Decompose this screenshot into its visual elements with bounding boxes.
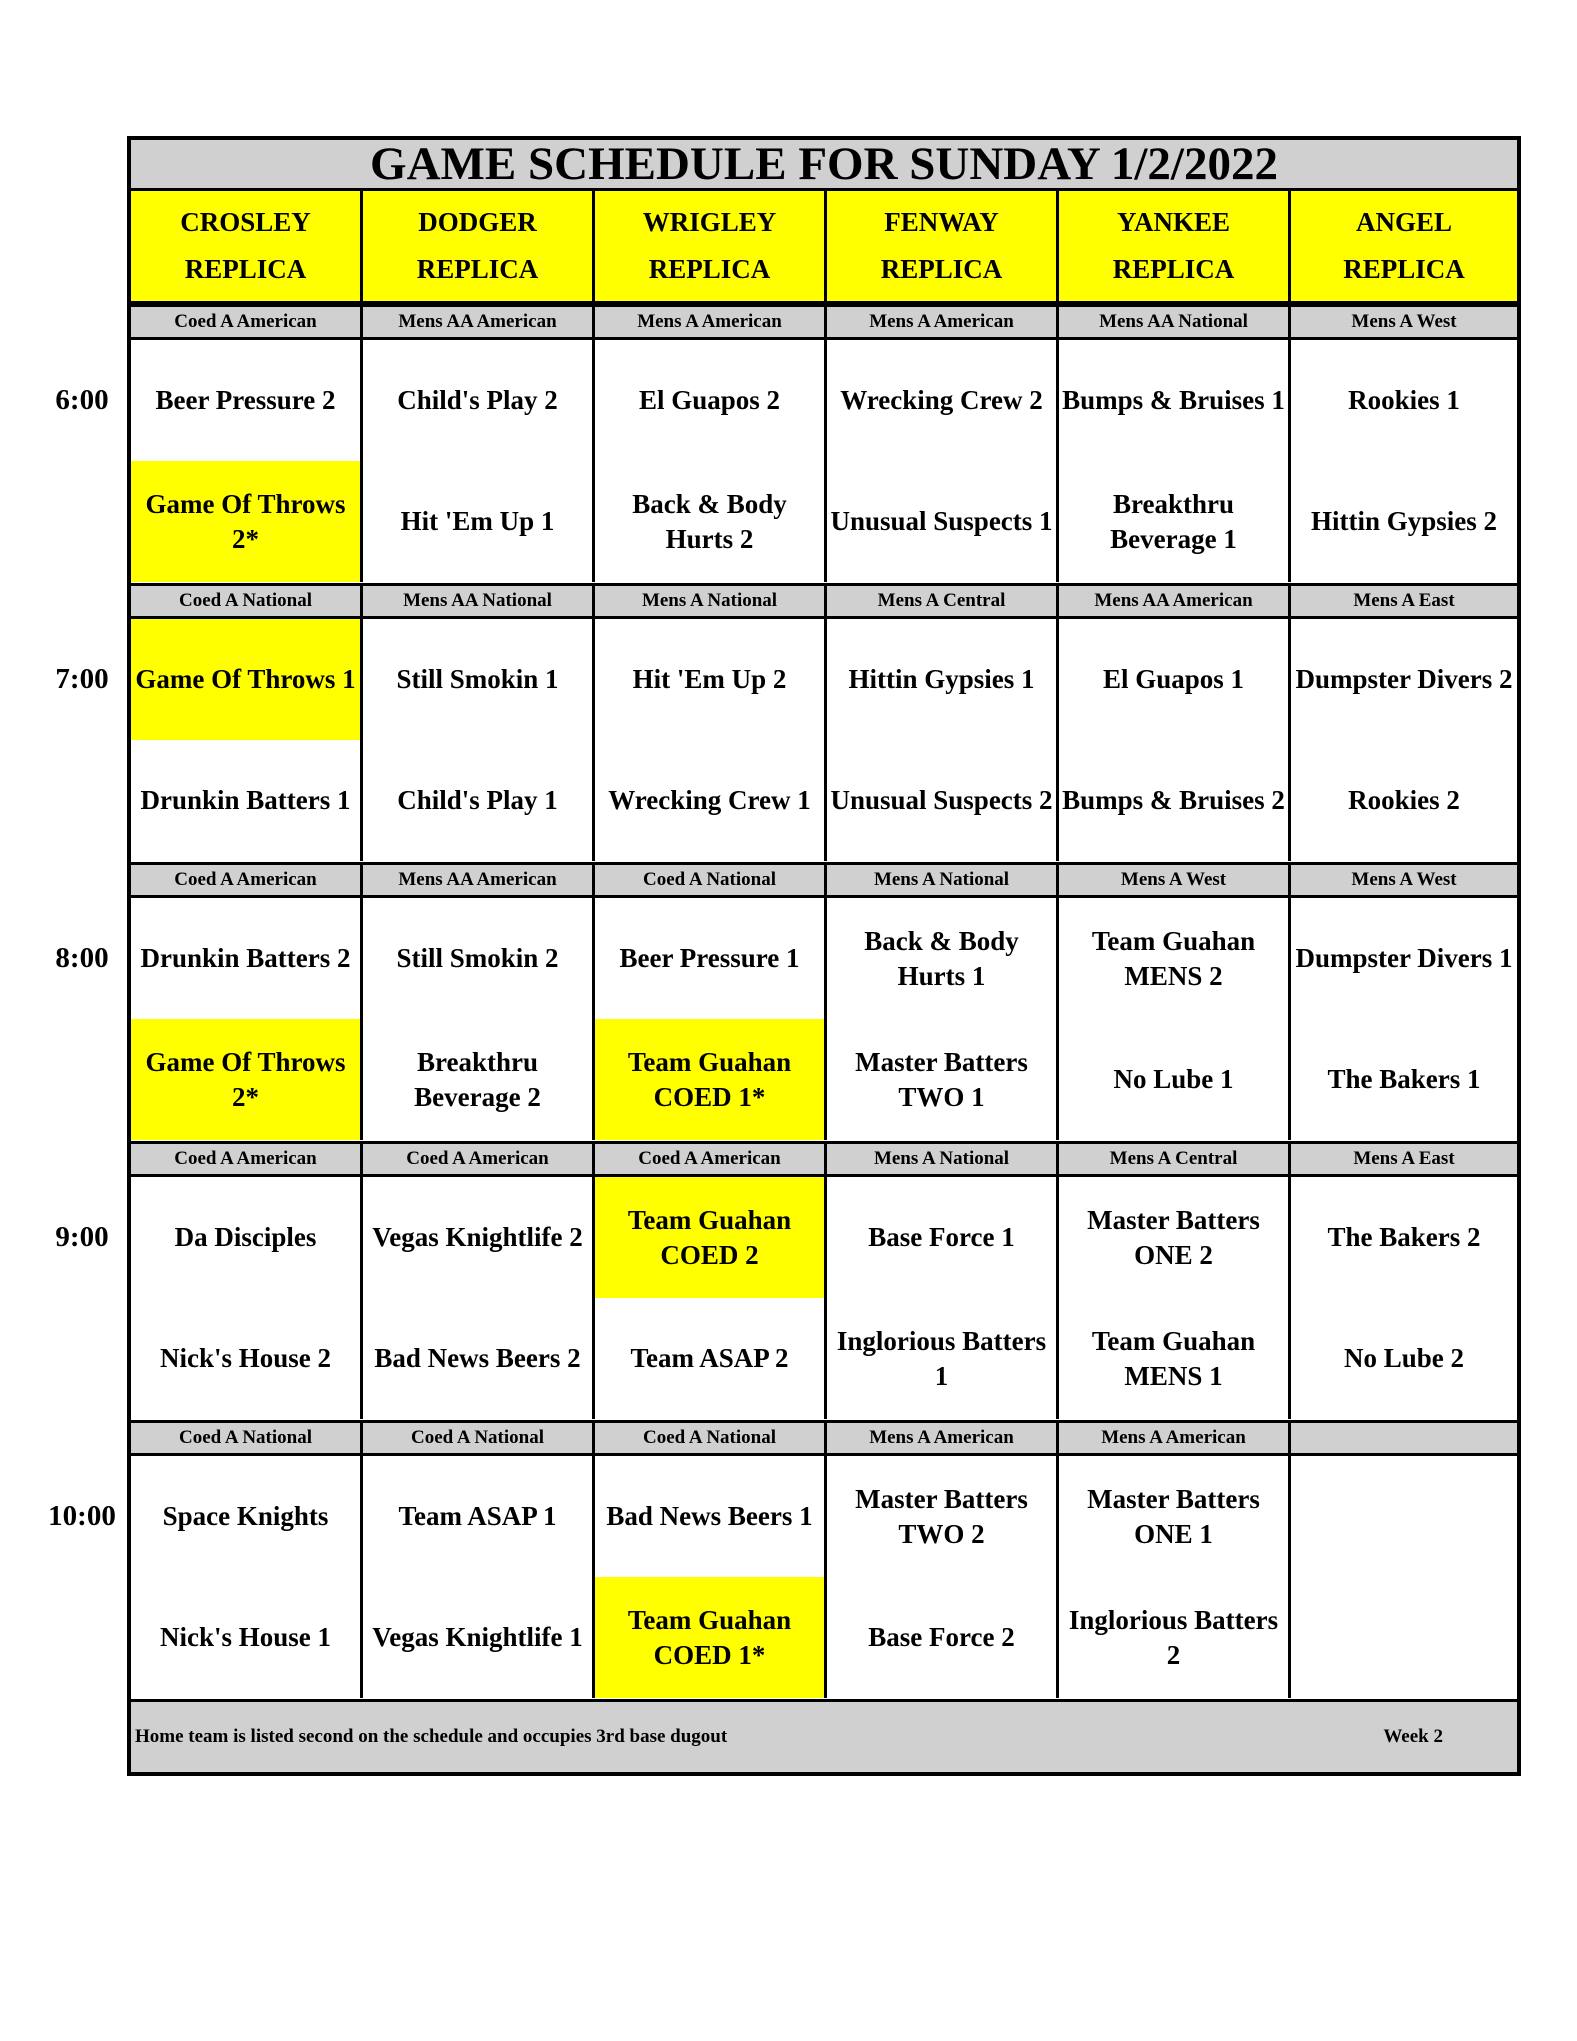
division-label: Mens A American bbox=[1059, 1420, 1291, 1456]
home-team: Hittin Gypsies 2 bbox=[1310, 506, 1498, 537]
venue-subtitle: REPLICA bbox=[416, 254, 539, 284]
division-label: Coed A American bbox=[131, 862, 363, 898]
away-team: Rookies 1 bbox=[1348, 385, 1460, 416]
home-team: The Bakers 1 bbox=[1327, 1064, 1481, 1095]
footer-bar bbox=[131, 1699, 1521, 1772]
division-label: Mens A Central bbox=[827, 583, 1059, 619]
away-team: Wrecking Crew 2 bbox=[827, 340, 1059, 461]
away-team: Team Guahan MENS 2 bbox=[1059, 898, 1291, 1019]
division-label: Coed A American bbox=[363, 1141, 595, 1177]
division-label: Mens A American bbox=[595, 304, 827, 340]
home-team: Hit 'Em Up 1 bbox=[363, 461, 595, 582]
division-label: Mens AA American bbox=[363, 304, 595, 340]
division-label: Mens AA National bbox=[363, 583, 595, 619]
venue-name: DODGER bbox=[418, 207, 537, 237]
division-label: Coed A American bbox=[595, 1141, 827, 1177]
home-team: Rookies 2 bbox=[1348, 785, 1460, 816]
venue-name: FENWAY bbox=[884, 207, 999, 237]
venue-header bbox=[363, 191, 595, 304]
division-label: Mens AA American bbox=[1059, 583, 1291, 619]
week-label: Week 2 bbox=[1383, 1726, 1443, 1747]
home-team: Inglorious Batters 2 bbox=[1059, 1577, 1291, 1698]
division-label: Coed A National bbox=[131, 1420, 363, 1456]
away-team: Still Smokin 2 bbox=[363, 898, 595, 1019]
division-label: Coed A National bbox=[363, 1420, 595, 1456]
home-team: Drunkin Batters 1 bbox=[131, 740, 363, 861]
home-team: Unusual Suspects 1 bbox=[827, 461, 1059, 582]
home-team: Unusual Suspects 2 bbox=[827, 740, 1059, 861]
away-team: Drunkin Batters 2 bbox=[131, 898, 363, 1019]
time-label: 7:00 bbox=[55, 663, 109, 695]
away-team: Master Batters ONE 1 bbox=[1059, 1456, 1291, 1577]
away-team: Team ASAP 1 bbox=[363, 1456, 595, 1577]
venue-header bbox=[1291, 191, 1517, 304]
home-team: No Lube 2 bbox=[1343, 1343, 1465, 1374]
home-team: Vegas Knightlife 1 bbox=[363, 1577, 595, 1698]
away-team: Team Guahan COED 2 bbox=[595, 1177, 827, 1298]
division-label: Coed A American bbox=[131, 304, 363, 340]
home-team: Team ASAP 2 bbox=[595, 1298, 827, 1419]
home-team: Base Force 2 bbox=[827, 1577, 1059, 1698]
home-team: Team Guahan MENS 1 bbox=[1059, 1298, 1291, 1419]
home-team: Nick's House 1 bbox=[131, 1577, 363, 1698]
division-label: Mens AA American bbox=[363, 862, 595, 898]
away-team: Still Smokin 1 bbox=[363, 619, 595, 740]
venue-subtitle: REPLICA bbox=[880, 254, 1003, 284]
division-label bbox=[1291, 1420, 1517, 1456]
away-team bbox=[1291, 1456, 1517, 1577]
home-team: Child's Play 1 bbox=[363, 740, 595, 861]
division-label: Mens AA National bbox=[1059, 304, 1291, 340]
division-label: Mens A East bbox=[1291, 583, 1517, 619]
footer-note: Home team is listed second on the schedule and occupies 3rd base dugout bbox=[135, 1726, 728, 1747]
away-team: Vegas Knightlife 2 bbox=[363, 1177, 595, 1298]
away-team: The Bakers 2 bbox=[1327, 1222, 1481, 1253]
division-label: Mens A West bbox=[1059, 862, 1291, 898]
away-team: Child's Play 2 bbox=[363, 340, 595, 461]
away-team: Dumpster Divers 2 bbox=[1295, 664, 1513, 695]
division-label: Coed A American bbox=[131, 1141, 363, 1177]
venue-name: YANKEE bbox=[1116, 207, 1231, 237]
home-team: Inglorious Batters 1 bbox=[827, 1298, 1059, 1419]
division-label: Coed A National bbox=[595, 1420, 827, 1456]
away-team: Back & Body Hurts 1 bbox=[827, 898, 1059, 1019]
venue-subtitle: REPLICA bbox=[648, 254, 771, 284]
venue-name: ANGEL bbox=[1355, 207, 1453, 237]
venue-header bbox=[1059, 191, 1291, 304]
home-team: Master Batters TWO 1 bbox=[827, 1019, 1059, 1140]
venue-subtitle: REPLICA bbox=[1343, 254, 1465, 284]
division-label: Mens A National bbox=[827, 1141, 1059, 1177]
home-team: Game Of Throws 2* bbox=[131, 461, 363, 582]
away-team: Dumpster Divers 1 bbox=[1295, 943, 1513, 974]
venue-header bbox=[595, 191, 827, 304]
home-team: Breakthru Beverage 1 bbox=[1059, 461, 1291, 582]
home-team: Nick's House 2 bbox=[131, 1298, 363, 1419]
division-label: Mens A West bbox=[1291, 304, 1517, 340]
away-team: Master Batters ONE 2 bbox=[1059, 1177, 1291, 1298]
home-team bbox=[1291, 1577, 1517, 1698]
home-team: Back & Body Hurts 2 bbox=[595, 461, 827, 582]
away-team: Base Force 1 bbox=[827, 1177, 1059, 1298]
home-team: Team Guahan COED 1* bbox=[595, 1577, 827, 1698]
away-team: El Guapos 2 bbox=[595, 340, 827, 461]
division-label: Mens A National bbox=[595, 583, 827, 619]
away-team: Hittin Gypsies 1 bbox=[827, 619, 1059, 740]
division-label: Mens A American bbox=[827, 1420, 1059, 1456]
away-team: El Guapos 1 bbox=[1059, 619, 1291, 740]
division-label: Mens A Central bbox=[1059, 1141, 1291, 1177]
venue-header bbox=[131, 191, 363, 304]
away-team: Hit 'Em Up 2 bbox=[595, 619, 827, 740]
time-label: 9:00 bbox=[55, 1221, 109, 1253]
division-label: Mens A West bbox=[1291, 862, 1517, 898]
venue-header bbox=[827, 191, 1059, 304]
away-team: Da Disciples bbox=[131, 1177, 363, 1298]
division-label: Coed A National bbox=[595, 862, 827, 898]
home-team: Team Guahan COED 1* bbox=[595, 1019, 827, 1140]
venue-subtitle: REPLICA bbox=[1112, 254, 1235, 284]
time-label: 8:00 bbox=[55, 942, 109, 974]
home-team: Breakthru Beverage 2 bbox=[363, 1019, 595, 1140]
division-label: Mens A East bbox=[1291, 1141, 1517, 1177]
division-label: Coed A National bbox=[131, 583, 363, 619]
venue-name: WRIGLEY bbox=[642, 207, 777, 237]
venue-name: CROSLEY bbox=[180, 207, 311, 237]
home-team: Bumps & Bruises 2 bbox=[1059, 740, 1291, 861]
division-label: Mens A National bbox=[827, 862, 1059, 898]
time-label: 6:00 bbox=[55, 384, 109, 416]
away-team: Beer Pressure 1 bbox=[595, 898, 827, 1019]
schedule-title: GAME SCHEDULE FOR SUNDAY 1/2/2022 bbox=[131, 140, 1517, 191]
away-team: Master Batters TWO 2 bbox=[827, 1456, 1059, 1577]
home-team: No Lube 1 bbox=[1059, 1019, 1291, 1140]
away-team: Beer Pressure 2 bbox=[131, 340, 363, 461]
venue-subtitle: REPLICA bbox=[184, 254, 307, 284]
division-label: Mens A American bbox=[827, 304, 1059, 340]
home-team: Game Of Throws 2* bbox=[131, 1019, 363, 1140]
home-team: Bad News Beers 2 bbox=[363, 1298, 595, 1419]
home-team: Wrecking Crew 1 bbox=[595, 740, 827, 861]
schedule-table bbox=[127, 136, 1521, 1776]
away-team: Game Of Throws 1 bbox=[131, 619, 363, 740]
time-label: 10:00 bbox=[48, 1500, 116, 1532]
away-team: Space Knights bbox=[131, 1456, 363, 1577]
away-team: Bumps & Bruises 1 bbox=[1059, 340, 1291, 461]
away-team: Bad News Beers 1 bbox=[595, 1456, 827, 1577]
